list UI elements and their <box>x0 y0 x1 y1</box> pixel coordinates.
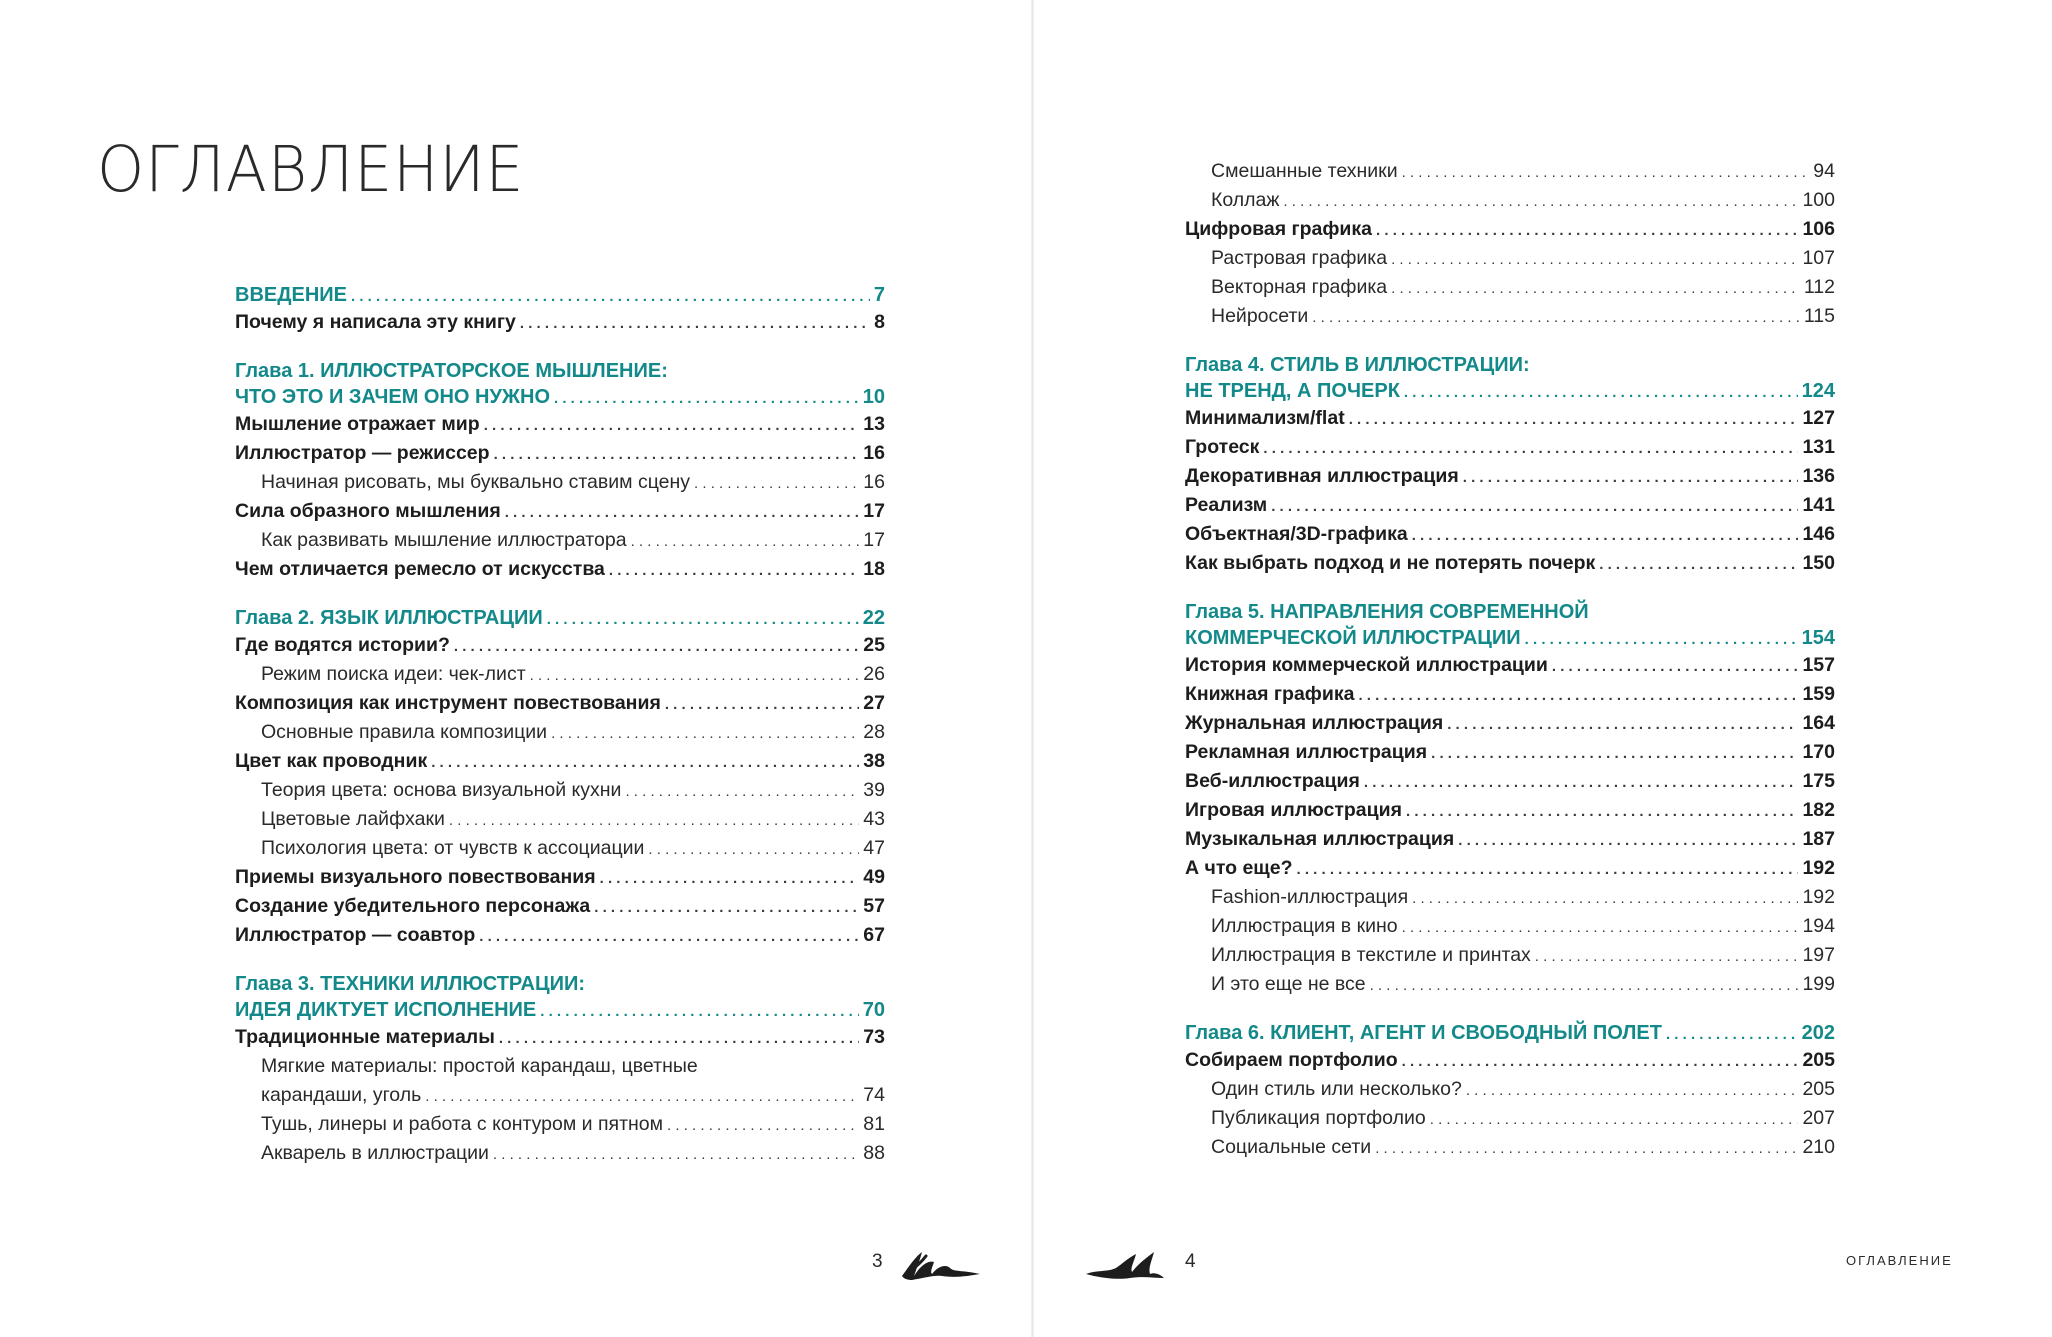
entry-label: Психология цвета: от чувств к ассоциации <box>261 837 645 859</box>
entry-label: И это еще не все <box>1211 973 1366 995</box>
entry-label: Теория цвета: основа визуальной кухни <box>261 779 622 801</box>
page-number: 205 <box>1802 1078 1835 1100</box>
page-number: 182 <box>1802 799 1835 821</box>
leader-dots <box>1402 1046 1799 1076</box>
chapter-title[interactable]: Глава 5. НАПРАВЛЕНИЯ СОВРЕМЕННОЙ <box>1185 601 1589 623</box>
toc-subentry[interactable] <box>235 776 885 805</box>
toc-entry[interactable] <box>235 308 885 337</box>
toc-entry[interactable] <box>1185 433 1835 462</box>
entry-label: Цифровая графика <box>1185 218 1373 240</box>
page-number: 107 <box>1802 247 1835 269</box>
leader-dots <box>351 282 870 310</box>
leader-dots <box>551 718 859 748</box>
entry-label: Иллюстрация в текстиле и принтах <box>1211 944 1531 966</box>
entry-label: Мягкие материалы: простой карандаш, цветные <box>261 1055 698 1077</box>
toc-entry[interactable] <box>1185 404 1835 433</box>
chapter-title-cont: КОММЕРЧЕСКОЙ ИЛЛЮСТРАЦИИ <box>1185 627 1521 649</box>
page-number: 187 <box>1802 828 1835 850</box>
entry-label: Растровая графика <box>1211 247 1388 269</box>
entry-label: Книжная графика <box>1185 683 1355 705</box>
leader-dots <box>1431 738 1798 768</box>
page-number: 100 <box>1802 189 1835 211</box>
entry-label: Традиционные материалы <box>235 1026 495 1048</box>
leader-dots <box>1406 796 1798 826</box>
leader-dots <box>665 689 859 719</box>
page-number: 202 <box>1801 1022 1835 1044</box>
page-number: 16 <box>863 471 885 493</box>
page-number: 22 <box>862 607 885 629</box>
leader-dots <box>554 384 859 412</box>
page-number: 26 <box>863 663 885 685</box>
page-number: 38 <box>863 750 885 772</box>
entry-label: Чем отличается ремесло от искусства <box>235 558 605 580</box>
entry-label: Минимализм/flat <box>1185 407 1345 429</box>
leader-dots <box>1349 404 1799 434</box>
entry-label: Режим поиска идеи: чек-лист <box>261 663 526 685</box>
toc-entry[interactable] <box>1185 549 1835 578</box>
leader-dots <box>631 526 860 556</box>
page-number: 106 <box>1802 218 1835 240</box>
leader-dots <box>1271 491 1798 521</box>
entry-label: Смешанные техники <box>1211 160 1398 182</box>
page-number: 81 <box>863 1113 885 1135</box>
leader-dots <box>1535 941 1799 971</box>
leader-dots <box>1358 680 1798 710</box>
page-number: 192 <box>1802 886 1835 908</box>
page-number: 47 <box>863 837 885 859</box>
toc-entry[interactable] <box>1185 709 1835 738</box>
leader-dots <box>1375 1133 1798 1163</box>
toc-left-column <box>235 282 885 1168</box>
chapter-title: Глава 2. ЯЗЫК ИЛЛЮСТРАЦИИ <box>235 607 543 629</box>
toc-entry[interactable] <box>1185 520 1835 549</box>
toc-chapter-row[interactable] <box>235 384 885 410</box>
page-title: ОГЛАВЛЕНИЕ <box>97 133 525 207</box>
toc-chapter-1 <box>235 358 885 410</box>
toc-subentry[interactable] <box>235 660 885 689</box>
toc-subentry[interactable] <box>1185 157 1835 186</box>
page-number: 136 <box>1802 465 1835 487</box>
toc-subentry-wrapped[interactable] <box>235 1052 885 1081</box>
leader-dots <box>1412 520 1799 550</box>
page-number: 207 <box>1802 1107 1835 1129</box>
page-number-right: 4 <box>1185 1251 1196 1272</box>
leader-dots <box>431 747 859 777</box>
entry-label: Как выбрать подход и не потерять почерк <box>1185 552 1596 574</box>
toc-subentry[interactable] <box>1185 273 1835 302</box>
page-number: 210 <box>1802 1136 1835 1158</box>
toc-entry[interactable] <box>1185 796 1835 825</box>
leader-dots <box>484 410 860 440</box>
toc-subentry[interactable] <box>235 468 885 497</box>
entry-label: Сила образного мышления <box>235 500 501 522</box>
entry-label: Мышление отражает мир <box>235 413 480 435</box>
entry-label: Цвет как проводник <box>235 750 428 772</box>
toc-subentry[interactable] <box>235 1110 885 1139</box>
toc-entry[interactable] <box>235 497 885 526</box>
page-number: 124 <box>1801 380 1835 402</box>
toc-subentry[interactable] <box>235 805 885 834</box>
toc-entry[interactable] <box>235 1023 885 1052</box>
leader-dots <box>547 605 859 633</box>
page-number: 27 <box>863 692 885 714</box>
leader-dots <box>1666 1020 1798 1048</box>
leader-dots <box>594 892 859 922</box>
page-number: 146 <box>1802 523 1835 545</box>
page-number: 74 <box>863 1084 885 1106</box>
toc-subentry[interactable] <box>1185 941 1835 970</box>
leader-dots <box>609 555 859 585</box>
page-number: 43 <box>863 808 885 830</box>
toc-subentry[interactable] <box>1185 883 1835 912</box>
entry-label: Приемы визуального повествования <box>235 866 596 888</box>
toc-subentry[interactable] <box>1185 970 1835 999</box>
page-number: 94 <box>1813 160 1835 182</box>
toc-subentry[interactable] <box>1185 1075 1835 1104</box>
page-number: 127 <box>1802 407 1835 429</box>
leader-dots <box>1391 273 1800 303</box>
page-number: 10 <box>862 386 885 408</box>
toc-entry[interactable] <box>1185 651 1835 680</box>
toc-chapter-3 <box>235 971 885 1023</box>
entry-label: Нейросети <box>1211 305 1309 327</box>
leader-dots <box>1402 157 1810 187</box>
leader-dots <box>1370 970 1799 1000</box>
entry-label: Почему я написала эту книгу <box>235 311 516 333</box>
page-number: 112 <box>1803 276 1835 298</box>
entry-label: Тушь, линеры и работа с контуром и пятном <box>261 1113 664 1135</box>
page-number: 57 <box>863 895 885 917</box>
entry-label: Веб-иллюстрация <box>1185 770 1360 792</box>
entry-label: А что еще? <box>1185 857 1293 879</box>
entry-label: Рекламная иллюстрация <box>1185 741 1428 763</box>
leader-dots <box>1458 825 1798 855</box>
chapter-title: ВВЕДЕНИЕ <box>235 284 347 306</box>
leader-dots <box>425 1081 859 1111</box>
leader-dots <box>1404 378 1798 406</box>
toc-entry[interactable] <box>235 892 885 921</box>
leader-dots <box>479 921 859 951</box>
page-number: 25 <box>863 634 885 656</box>
toc-subentry[interactable] <box>235 718 885 747</box>
page-number: 159 <box>1802 683 1835 705</box>
toc-chapter-row[interactable] <box>235 605 885 631</box>
page-number: 164 <box>1802 712 1835 734</box>
chapter-title-cont: НЕ ТРЕНД, А ПОЧЕРК <box>1185 380 1400 402</box>
toc-subentry[interactable] <box>1185 244 1835 273</box>
toc-chapter-row[interactable] <box>1185 378 1835 404</box>
page-number: 88 <box>863 1142 885 1164</box>
page-number: 13 <box>863 413 885 435</box>
entry-label: Один стиль или несколько? <box>1211 1078 1462 1100</box>
page-number: 192 <box>1802 857 1835 879</box>
leader-dots <box>505 497 860 527</box>
leader-dots <box>1364 767 1799 797</box>
chapter-title-cont: ИДЕЯ ДИКТУЕТ ИСПОЛНЕНИЕ <box>235 999 537 1021</box>
page-number: 49 <box>863 866 885 888</box>
leader-dots <box>494 439 860 469</box>
toc-subentry[interactable] <box>235 834 885 863</box>
chapter-title-cont: ЧТО ЭТО И ЗАЧЕМ ОНО НУЖНО <box>235 386 551 408</box>
leader-dots <box>1297 854 1799 884</box>
leader-dots <box>694 468 859 498</box>
leader-dots <box>1430 1104 1799 1134</box>
leader-dots <box>540 997 859 1025</box>
toc-subentry[interactable] <box>1185 912 1835 941</box>
page-number: 175 <box>1802 770 1835 792</box>
toc-entry[interactable] <box>235 410 885 439</box>
leader-dots <box>1402 912 1799 942</box>
running-head: ОГЛАВЛЕНИЕ <box>1846 1253 1953 1268</box>
entry-label: Гротеск <box>1185 436 1260 458</box>
page-number: 197 <box>1802 944 1835 966</box>
leader-dots <box>1466 1075 1799 1105</box>
toc-entry[interactable] <box>1185 825 1835 854</box>
page-number: 199 <box>1802 973 1835 995</box>
page-number: 70 <box>862 999 885 1021</box>
entry-label: Игровая иллюстрация <box>1185 799 1402 821</box>
leader-dots <box>499 1023 859 1053</box>
page-number: 150 <box>1802 552 1835 574</box>
entry-label: Музыкальная иллюстрация <box>1185 828 1455 850</box>
page-number-left: 3 <box>872 1251 883 1272</box>
toc-chapter-2 <box>235 605 885 631</box>
entry-label: Иллюстратор — режиссер <box>235 442 490 464</box>
leader-dots <box>530 660 860 690</box>
toc-subentry[interactable] <box>235 1081 885 1110</box>
toc-chapter-row[interactable] <box>235 997 885 1023</box>
toc-subentry[interactable] <box>1185 302 1835 331</box>
leader-dots <box>1283 186 1798 216</box>
leader-dots <box>1312 302 1800 332</box>
leader-dots <box>449 805 859 835</box>
toc-entry[interactable] <box>1185 491 1835 520</box>
entry-label: Как развивать мышление иллюстратора <box>261 529 627 551</box>
leader-dots <box>1376 215 1798 245</box>
entry-label: Декоративная иллюстрация <box>1185 465 1459 487</box>
entry-label: Коллаж <box>1211 189 1280 211</box>
page-number: 8 <box>874 311 885 333</box>
toc-subentry[interactable] <box>1185 1133 1835 1162</box>
entry-label: Объектная/3D-графика <box>1185 523 1408 545</box>
page-number: 28 <box>863 721 885 743</box>
chapter-title[interactable]: Глава 1. ИЛЛЮСТРАТОРСКОЕ МЫШЛЕНИЕ: <box>235 360 668 382</box>
entry-label: Журнальная иллюстрация <box>1185 712 1444 734</box>
toc-entry[interactable] <box>1185 767 1835 796</box>
page-number: 115 <box>1803 305 1835 327</box>
entry-label: Собираем портфолио <box>1185 1049 1398 1071</box>
toc-entry[interactable] <box>1185 680 1835 709</box>
toc-chapter-row[interactable] <box>1185 625 1835 651</box>
toc-entry[interactable] <box>235 921 885 950</box>
page-number: 194 <box>1802 915 1835 937</box>
toc-entry[interactable] <box>1185 215 1835 244</box>
page-number: 73 <box>863 1026 885 1048</box>
page-number: 39 <box>863 779 885 801</box>
leader-dots <box>454 631 859 661</box>
leader-dots <box>648 834 859 864</box>
toc-subentry[interactable] <box>235 1139 885 1168</box>
toc-entry[interactable] <box>235 863 885 892</box>
page-number: 67 <box>863 924 885 946</box>
chapter-title[interactable]: Глава 4. СТИЛЬ В ИЛЛЮСТРАЦИИ: <box>1185 354 1530 376</box>
page-number: 157 <box>1802 654 1835 676</box>
toc-chapter-5 <box>1185 599 1835 651</box>
page-number: 18 <box>863 558 885 580</box>
leader-dots <box>493 1139 859 1169</box>
toc-chapter-6 <box>1185 1020 1835 1046</box>
chapter-title[interactable]: Глава 3. ТЕХНИКИ ИЛЛЮСТРАЦИИ: <box>235 973 585 995</box>
entry-label: Fashion-иллюстрация <box>1211 886 1409 908</box>
toc-subentry[interactable] <box>235 526 885 555</box>
toc-chapter-row[interactable] <box>1185 1020 1835 1046</box>
leader-dots <box>1412 883 1798 913</box>
entry-label-cont: карандаши, уголь <box>261 1084 422 1106</box>
toc-entry[interactable] <box>1185 738 1835 767</box>
leader-dots <box>1263 433 1798 463</box>
toc-chapter-4 <box>1185 352 1835 404</box>
entry-label: Реализм <box>1185 494 1268 516</box>
leader-dots <box>1599 549 1798 579</box>
entry-label: Цветовые лайфхаки <box>261 808 445 830</box>
entry-label: Иллюстрация в кино <box>1211 915 1398 937</box>
leader-dots <box>520 308 870 338</box>
toc-subentry[interactable] <box>1185 186 1835 215</box>
leader-dots <box>600 863 860 893</box>
brush-stroke-icon <box>898 1244 984 1284</box>
toc-entry[interactable] <box>1185 462 1835 491</box>
entry-label: Основные правила композиции <box>261 721 548 743</box>
entry-label: Начиная рисовать, мы буквально ставим сцену <box>261 471 691 493</box>
entry-label: Акварель в иллюстрации <box>261 1142 489 1164</box>
toc-chapter-intro <box>235 282 885 308</box>
entry-label: История коммерческой иллюстрации <box>1185 654 1548 676</box>
toc-right-column <box>1185 157 1835 1162</box>
entry-label: Иллюстратор — соавтор <box>235 924 476 946</box>
entry-label: Социальные сети <box>1211 1136 1372 1158</box>
leader-dots <box>1447 709 1798 739</box>
page-number: 170 <box>1802 741 1835 763</box>
leader-dots <box>1552 651 1799 681</box>
page-number: 17 <box>863 500 885 522</box>
toc-entry[interactable] <box>235 689 885 718</box>
page-number: 131 <box>1802 436 1835 458</box>
entry-label: Где водятся истории? <box>235 634 450 656</box>
page-number: 7 <box>873 284 885 306</box>
brush-stroke-icon <box>1082 1244 1168 1284</box>
entry-label: Публикация портфолио <box>1211 1107 1426 1129</box>
leader-dots <box>1463 462 1799 492</box>
toc-entry[interactable] <box>1185 854 1835 883</box>
toc-entry[interactable] <box>235 747 885 776</box>
page-number: 205 <box>1802 1049 1835 1071</box>
leader-dots <box>625 776 859 806</box>
leader-dots <box>1525 625 1798 653</box>
page-number: 17 <box>863 529 885 551</box>
leader-dots <box>667 1110 859 1140</box>
entry-label: Композиция как инструмент повествования <box>235 692 661 714</box>
toc-chapter-row[interactable] <box>235 282 885 308</box>
entry-label: Создание убедительного персонажа <box>235 895 591 917</box>
toc-entry[interactable] <box>1185 1046 1835 1075</box>
page-number: 154 <box>1801 627 1835 649</box>
toc-entry[interactable] <box>235 555 885 584</box>
page-number: 16 <box>863 442 885 464</box>
chapter-title: Глава 6. КЛИЕНТ, АГЕНТ И СВОБОДНЫЙ ПОЛЕТ <box>1185 1022 1662 1044</box>
entry-label: Векторная графика <box>1211 276 1388 298</box>
toc-entry[interactable] <box>235 439 885 468</box>
page-number: 141 <box>1802 494 1835 516</box>
toc-entry[interactable] <box>235 631 885 660</box>
toc-subentry[interactable] <box>1185 1104 1835 1133</box>
leader-dots <box>1391 244 1798 274</box>
